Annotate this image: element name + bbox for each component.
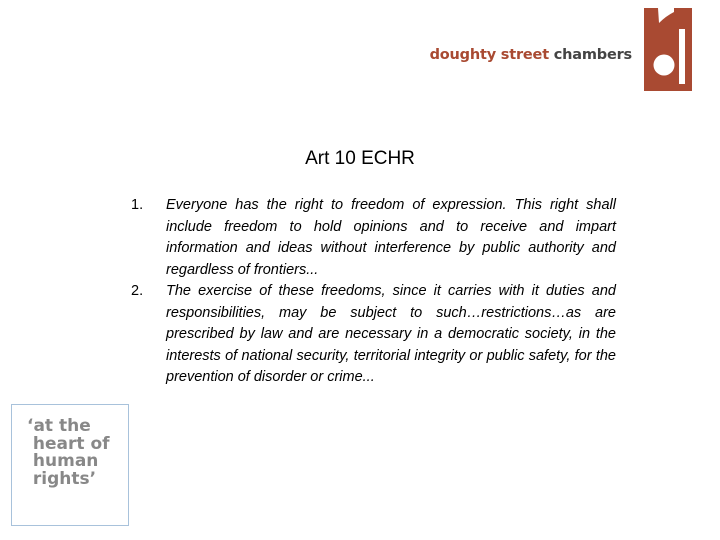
brand-name — [430, 47, 632, 63]
article-item-1 — [118, 195, 616, 281]
article-text: The exercise of these freedoms, since it carries with it duties and responsibilities, may be subject to such…restrictions…as are prescribed by law and are necessary in a democratic society, in the interests of national security, territorial integrity or public safety, for the prevention of disorder or crime... — [166, 283, 616, 385]
article-text: Everyone has the right to freedom of expression. This right shall include freedom to hold opinions and to receive and impart information and ideas without interference by public authority and regardless of frontiers... — [166, 197, 616, 278]
brand-name-part2: chambers — [553, 47, 632, 63]
article-number: 2. — [131, 283, 144, 299]
tagline-text: ‘at the heart of human rights’ — [27, 416, 110, 489]
d-letter-logo-icon — [644, 8, 692, 91]
article-number: 1. — [131, 197, 144, 213]
article-list — [118, 195, 616, 389]
slide-title: Art 10 ECHR — [305, 148, 415, 169]
tagline-box — [11, 404, 129, 526]
brand-name-part1: doughty street — [429, 47, 554, 63]
article-item-2 — [118, 281, 616, 389]
